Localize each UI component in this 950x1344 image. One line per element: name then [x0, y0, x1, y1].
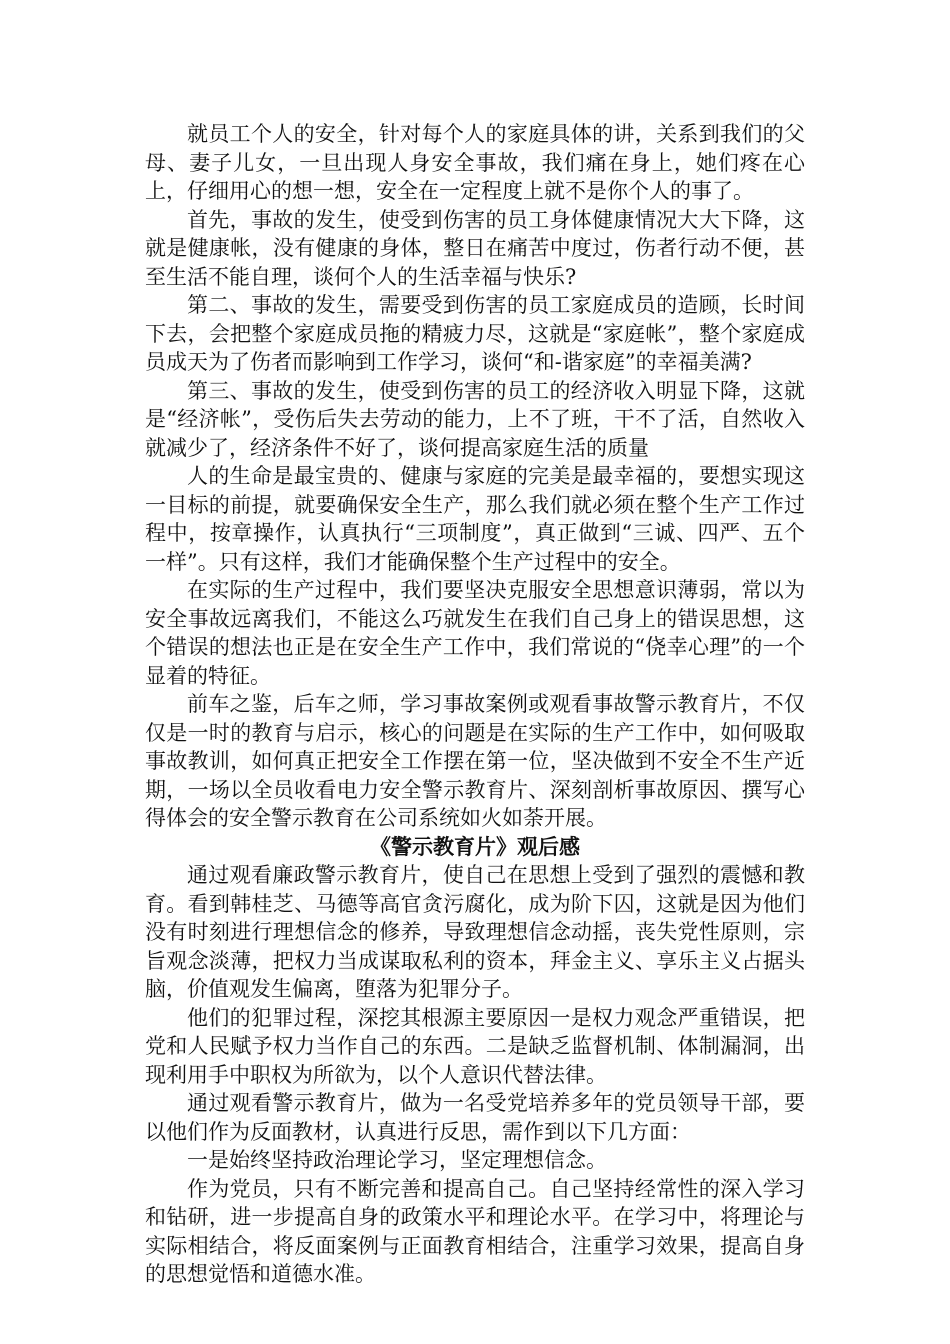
paragraph: 通过观看警示教育片，做为一名受党培养多年的党员领导干部，要以他们作为反面教材，认真进行反思，需作到以下几方面： [145, 1091, 805, 1144]
paragraph: 一是始终坚持政治理论学习，坚定理想信念。 [187, 1148, 607, 1172]
document-page [145, 120, 805, 1289]
paragraph: 通过观看廉政警示教育片，使自己在思想上受到了强烈的震憾和教育。看到韩桂芝、马德等高官贪污腐化，成为阶下囚，这就是因为他们没有时刻进行理想信念的修养，导致理想信念动摇，丧失党性原则，宗旨观念淡薄，把权力当成谋取私利的资本，拜金主义、享乐主义占据头脑，价值观发生偏离，堕落为犯罪分子。 [145, 863, 805, 1001]
paragraph: 第二、事故的发生，需要受到伤害的员工家庭成员的造顾，长时间下去，会把整个家庭成员拖的精疲力尽，这就是“家庭帐”，整个家庭成员成天为了伤者而影响到工作学习，谈何“和-谐家庭”的幸福美满? [145, 293, 805, 374]
paragraph: 人的生命是最宝贵的、健康与家庭的完美是最幸福的，要想实现这一目标的前提，就要确保安全生产，那么我们就必须在整个生产工作过程中，按章操作，认真执行“三项制度”，真正做到“三诚、四严、五个一样”。只有这样，我们才能确保整个生产过程中的安全。 [145, 464, 805, 574]
paragraph: 在实际的生产过程中，我们要坚决克服安全思想意识薄弱，常以为安全事故远离我们，不能这么巧就发生在我们自己身上的错误思想，这个错误的想法也正是在安全生产工作中，我们常说的“侥幸心理”的一个显着的特征。 [145, 578, 805, 688]
paragraph: 作为党员，只有不断完善和提高自己。自己坚持经常性的深入学习和钻研，进一步提高自身的政策水平和理论水平。在学习中，将理论与实际相结合，将反面案例与正面教育相结合，注重学习效果，提高自身的思想觉悟和道德水准。 [145, 1176, 805, 1286]
paragraph: 第三、事故的发生，使受到伤害的员工的经济收入明显下降，这就是“经济帐”，受伤后失去劳动的能力，上不了班，干不了活，自然收入就减少了，经济条件不好了，谈何提高家庭生活的质量 [145, 378, 805, 460]
paragraph: 首先，事故的发生，使受到伤害的员工身体健康情况大大下降，这就是健康帐，没有健康的身体，整日在痛苦中度过，伤者行动不便，甚至生活不能自理，谈何个人的生活幸福与快乐? [145, 207, 805, 289]
paragraph: 就员工个人的安全，针对每个人的家庭具体的讲，关系到我们的父母、妻子儿女，一旦出现人身安全事故，我们痛在身上，她们疼在心上，仔细用心的想一想，安全在一定程度上就不是你个人的事了。 [145, 122, 805, 203]
section-title: 《警示教育片》观后感 [370, 833, 580, 859]
paragraph: 前车之鉴，后车之师，学习事故案例或观看事故警示教育片，不仅仅是一时的教育与启示，核心的问题是在实际的生产工作中，如何吸取事故教训，如何真正把安全工作摆在第一位，坚决做到不安全不生产近期，一场以全员收看电力安全警示教育片、深刻剖析事故原因、撰写心得体会的安全警示教育在公司系统如火如荼开展。 [145, 692, 805, 830]
paragraph: 他们的犯罪过程，深挖其根源主要原因一是权力观念严重错误，把党和人民赋予权力当作自己的东西。二是缺乏监督机制、体制漏洞，出现利用手中职权为所欲为，以个人意识代替法律。 [145, 1005, 805, 1087]
